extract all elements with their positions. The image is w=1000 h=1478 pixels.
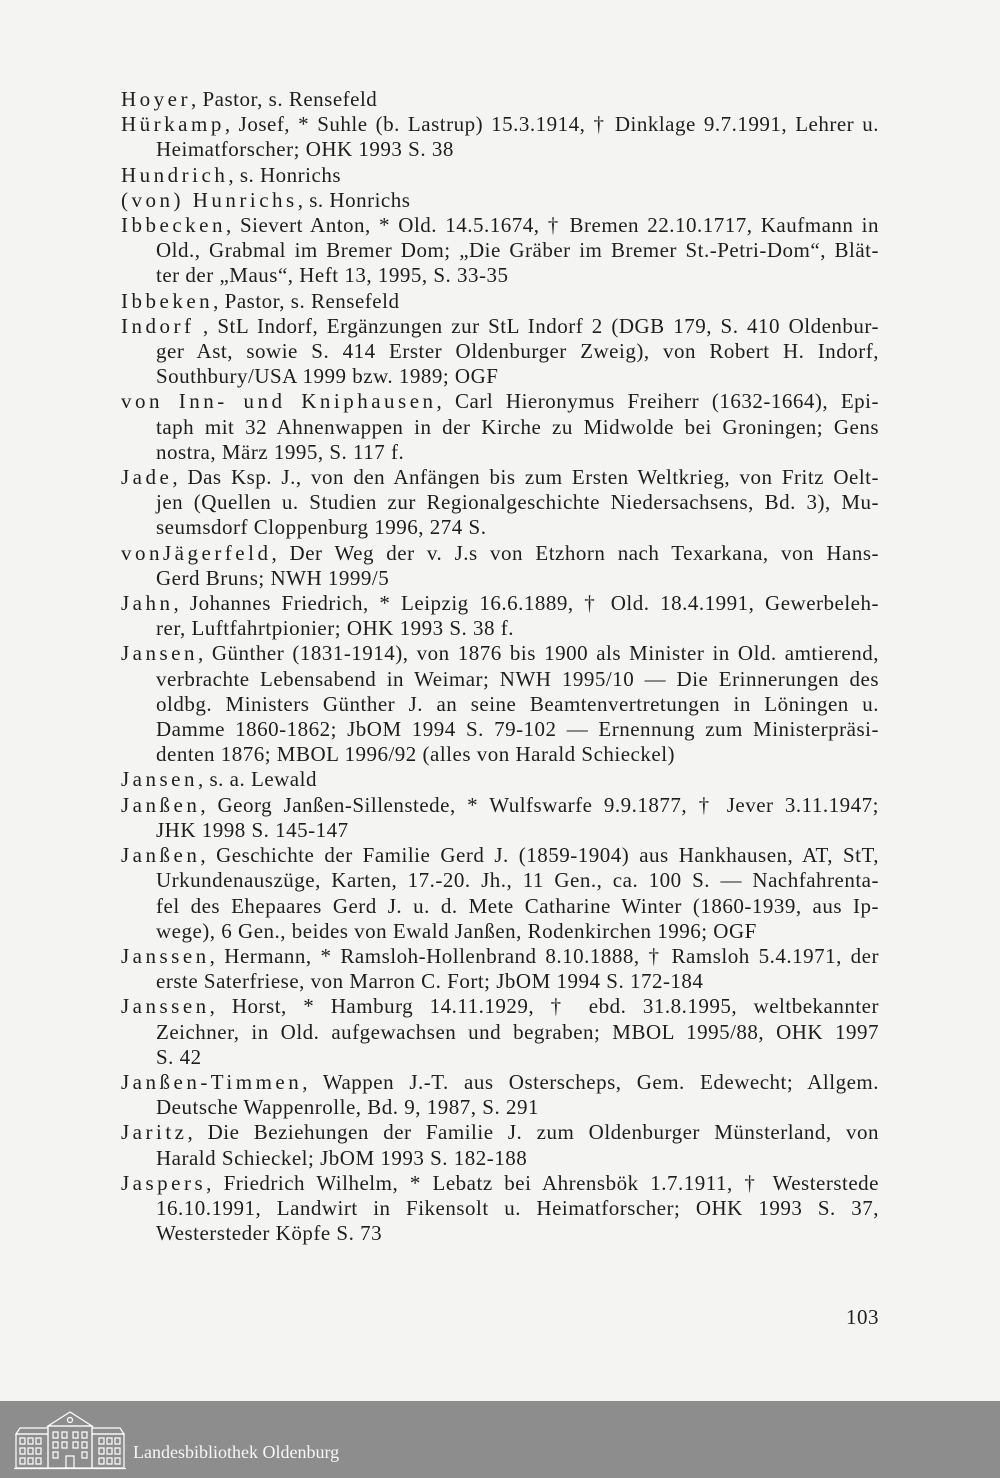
entry-text: , s. Honrichs	[297, 187, 411, 212]
entry-continuation-line: Old., Grabmal im Bremer Dom; „Die Gräber im Bremer St.-Petri-Dom“, Blät-	[156, 238, 879, 263]
entry-line	[121, 591, 879, 616]
entry-line	[121, 541, 879, 566]
page-number: 103	[846, 1305, 879, 1329]
entry-continuation-line: Westersteder Köpfe S. 73	[156, 1221, 383, 1246]
entry-continuation-line: Harald Schieckel; JbOM 1993 S. 182-188	[156, 1145, 528, 1170]
entry-continuation-line: ter der „Maus“, Heft 13, 1995, S. 33-35	[156, 263, 509, 288]
entry-continuation-line: Gerd Bruns; NWH 1999/5	[156, 565, 390, 590]
entry-continuation-line: fel des Ehepaares Gerd J. u. d. Mete Catharine Winter (1860-1939, aus Ip-	[156, 893, 879, 918]
entry-text: , Die Beziehungen der Familie J. zum Oldenburger Münsterland, von	[187, 1120, 879, 1145]
index-entry	[121, 112, 879, 162]
entry-continuation-line: denten 1876; MBOL 1996/92 (alles von Harald Schieckel)	[156, 742, 676, 767]
index-entry	[121, 843, 879, 944]
entry-continuation-line: ger Ast, sowie S. 414 Erster Oldenburger Zweig), von Robert H. Indorf,	[156, 339, 879, 364]
entry-line	[121, 213, 879, 238]
entry-text: , s. a. Lewald	[198, 767, 317, 792]
entry-text: , Johannes Friedrich, * Leipzig 16.6.1889, † Old. 18.4.1991, Gewerbeleh-	[173, 591, 879, 616]
entry-continuation-line: Urkundenauszüge, Karten, 17.-20. Jh., 11 Gen., ca. 100 S. — Nachfahrenta-	[156, 868, 879, 893]
index-entry	[121, 213, 879, 289]
entry-continuation-line: Heimatforscher; OHK 1993 S. 38	[156, 137, 454, 162]
entry-continuation-line: jen (Quellen u. Studien zur Regionalgeschichte Niedersachsens, Bd. 3), Mu-	[156, 490, 879, 515]
entry-line	[121, 87, 879, 112]
index-entry	[121, 87, 879, 112]
entry-headword: Ibbecken	[121, 213, 226, 238]
entry-headword: Janssen	[121, 994, 210, 1019]
index-entry	[121, 1171, 879, 1247]
entry-text: , Günther (1831-1914), von 1876 bis 1900 als Minister in Old. amtierend,	[198, 641, 879, 666]
entry-headword: Indorf	[121, 313, 195, 338]
entry-line	[121, 163, 879, 188]
library-building-icon	[14, 1410, 126, 1470]
library-building-drawing	[14, 1412, 126, 1469]
entry-continuation-line: JHK 1998 S. 145-147	[156, 817, 349, 842]
entry-continuation-line: wege), 6 Gen., beides von Ewald Janßen, Rodenkirchen 1996; OGF	[156, 918, 757, 943]
index-entry	[121, 767, 879, 792]
index-entry	[121, 314, 879, 390]
entry-continuation-line: Deutsche Wappenrolle, Bd. 9, 1987, S. 291	[156, 1095, 539, 1120]
entry-line	[121, 994, 879, 1019]
entry-text: , Pastor, s. Rensefeld	[190, 87, 378, 111]
entry-continuation-line: seumsdorf Cloppenburg 1996, 274 S.	[156, 515, 487, 540]
index-entry	[121, 289, 879, 314]
index-entry	[121, 944, 879, 994]
library-footer-band	[0, 1401, 1000, 1478]
entry-headword: Jahn	[121, 591, 174, 616]
entry-line	[121, 1070, 879, 1095]
entry-line	[121, 465, 879, 490]
entry-headword: Jade	[121, 465, 173, 490]
entry-text: , StL Indorf, Ergänzungen zur StL Indorf 2 (DGB 179, S. 410 Oldenbur-	[194, 313, 879, 338]
entry-text: , Geschichte der Familie Gerd J. (1859-1904) aus Hankhausen, AT, StT,	[200, 843, 879, 868]
entry-line	[121, 641, 879, 666]
entry-line	[121, 314, 879, 339]
entry-line	[121, 793, 879, 818]
entry-text: , Sievert Anton, * Old. 14.5.1674, † Bremen 22.10.1717, Kaufmann in	[225, 213, 879, 238]
entry-headword: (von) Hunrichs	[121, 187, 298, 212]
entry-continuation-line: Damme 1860-1862; JbOM 1994 S. 79-102 — Ernennung zum Ministerpräsi-	[156, 717, 879, 742]
entry-text: , Pastor, s. Rensefeld	[213, 288, 400, 313]
entry-text: , Der Weg der v. J.s von Etzhorn nach Texarkana, von Hans-	[271, 540, 879, 565]
entry-headword: von Inn- und Kniphausen	[121, 389, 437, 414]
entry-headword: Hürkamp	[121, 112, 225, 137]
entry-line	[121, 1171, 879, 1196]
entry-headword: Jansen	[121, 767, 198, 792]
entry-line	[121, 944, 879, 969]
entry-headword: Janßen	[121, 843, 201, 868]
entry-continuation-line: 16.10.1991, Landwirt in Fikensolt u. Heimatforscher; OHK 1993 S. 37,	[156, 1195, 879, 1220]
entry-text: , Friedrich Wilhelm, * Lebatz bei Ahrensbök 1.7.1911, † Westerstede	[206, 1170, 879, 1195]
entry-continuation-line: Zeichner, in Old. aufgewachsen und begraben; MBOL 1995/88, OHK 1997	[156, 1019, 879, 1044]
entry-line	[121, 843, 879, 868]
index-entry	[121, 1120, 879, 1170]
entry-text: , s. Honrichs	[228, 162, 341, 187]
entry-text: , Wappen J.-T. aus Osterscheps, Gem. Edewecht; Allgem.	[302, 1069, 879, 1094]
index-entry	[121, 994, 879, 1070]
entry-headword: Janßen-Timmen	[121, 1069, 303, 1094]
entry-headword: Jaritz	[121, 1120, 188, 1145]
entry-continuation-line: verbrachte Lebensabend in Weimar; NWH 1995/10 — Die Erinnerungen des	[156, 666, 879, 691]
entry-text: , Josef, * Suhle (b. Lastrup) 15.3.1914, † Dinklage 9.7.1991, Lehrer u.	[224, 112, 879, 137]
index-entry	[121, 541, 879, 591]
entry-continuation-line: S. 42	[156, 1044, 202, 1069]
entry-continuation-line: taph mit 32 Ahnenwappen in der Kirche zu Midwolde bei Groningen; Gens	[156, 414, 879, 439]
entry-line	[121, 188, 879, 213]
entry-headword: Hoyer	[121, 87, 191, 111]
entry-continuation-line: nostra, März 1995, S. 117 f.	[156, 439, 405, 464]
entry-text: , Das Ksp. J., von den Anfängen bis zum Ersten Weltkrieg, von Fritz Oelt-	[172, 465, 879, 490]
entry-headword: Janßen	[121, 792, 201, 817]
entry-continuation-line: Southbury/USA 1999 bzw. 1989; OGF	[156, 364, 499, 389]
index-entry	[121, 188, 879, 213]
entry-continuation-line: rer, Luftfahrtpionier; OHK 1993 S. 38 f.	[156, 616, 514, 641]
entry-headword: Ibbeken	[121, 288, 214, 313]
entry-continuation-line: oldbg. Ministers Günther J. an seine Beamtenvertretungen in Löningen u.	[156, 691, 879, 716]
index-entry	[121, 389, 879, 465]
index-entry	[121, 793, 879, 843]
library-name: Landesbibliothek Oldenburg	[133, 1442, 340, 1462]
entry-headword: Jansen	[121, 641, 198, 666]
entry-text: , Georg Janßen-Sillenstede, * Wulfswarfe 9.9.1877, † Jever 3.11.1947;	[200, 792, 879, 817]
entry-line	[121, 112, 879, 137]
index-entry	[121, 1070, 879, 1120]
entry-text: , Horst, * Hamburg 14.11.1929, † ebd. 31.8.1995, weltbekannter	[209, 994, 879, 1019]
entry-headword: vonJägerfeld	[121, 540, 272, 565]
entry-headword: Jaspers	[121, 1170, 207, 1195]
entry-text: , Hermann, * Ramsloh-Hollenbrand 8.10.1888, † Ramsloh 5.4.1971, der	[209, 943, 879, 968]
entry-text: , Carl Hieronymus Freiherr (1632-1664), Epi-	[436, 389, 879, 414]
entry-line	[121, 289, 879, 314]
index-entry	[121, 641, 879, 767]
index-entry	[121, 465, 879, 541]
entry-headword: Janssen	[121, 943, 210, 968]
index-entry	[121, 591, 879, 641]
index-entry	[121, 163, 879, 188]
entry-line	[121, 767, 879, 792]
entry-line	[121, 389, 879, 414]
entry-continuation-line: erste Saterfriese, von Marron C. Fort; JbOM 1994 S. 172-184	[156, 969, 704, 994]
entry-line	[121, 1120, 879, 1145]
index-text-block	[121, 87, 879, 1246]
entry-headword: Hundrich	[121, 162, 229, 187]
